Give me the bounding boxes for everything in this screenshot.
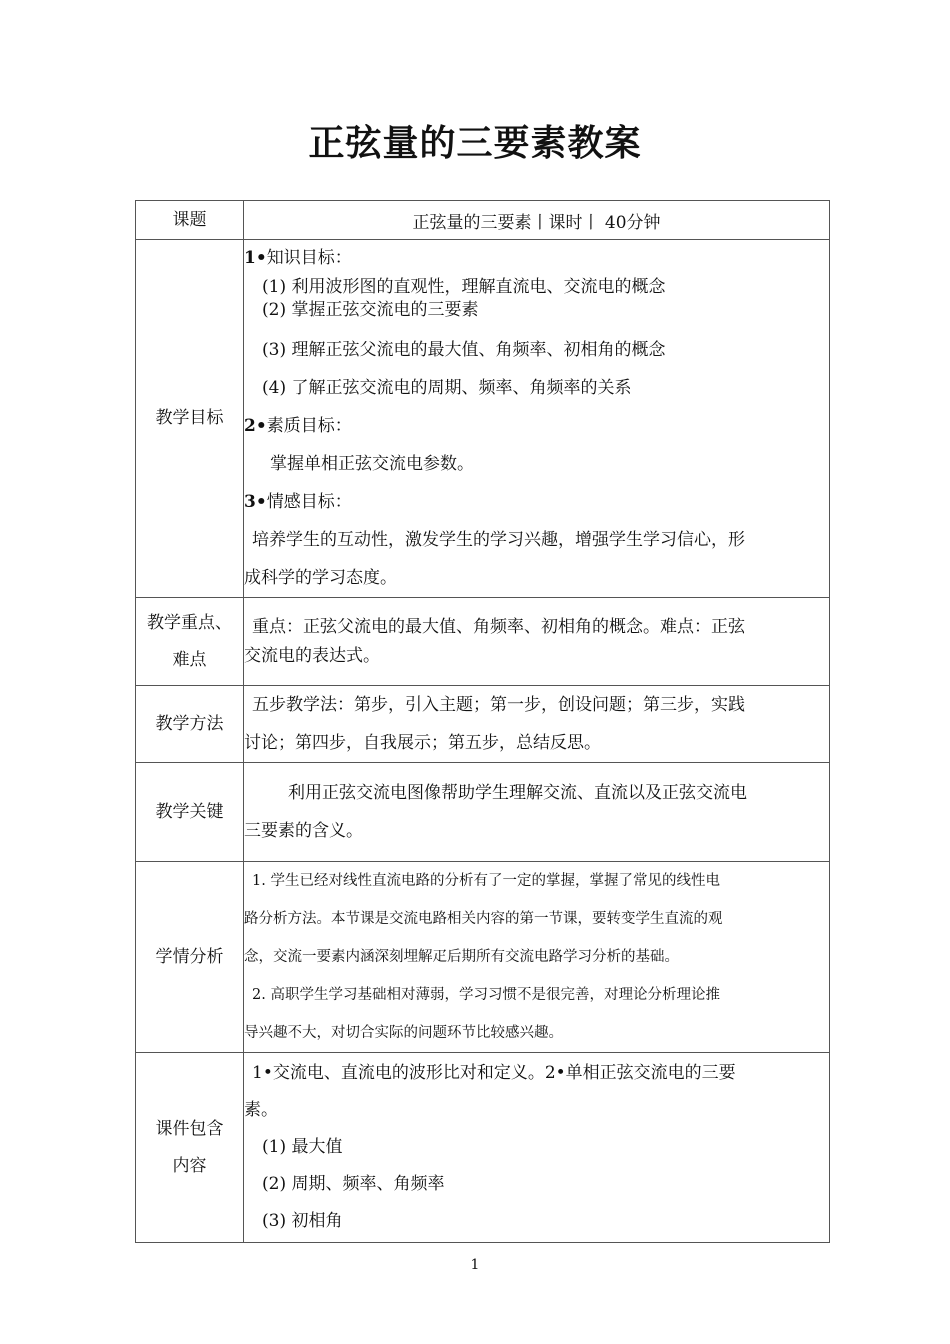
emotion-heading-text: 情感目标： (266, 492, 352, 512)
emotion-heading (244, 483, 829, 521)
courseware-item: (1) 最大值 (262, 1137, 343, 1157)
label-goals: 教学目标 (136, 240, 244, 598)
courseware-item: (2) 周期、频率、角频率 (262, 1174, 445, 1194)
row-key-points (136, 598, 830, 686)
row-method (136, 686, 830, 763)
courseware-item: (3) 初相角 (262, 1211, 343, 1231)
knowledge-heading-number: 1• (244, 248, 267, 268)
analysis-content (244, 862, 830, 1053)
label-courseware (136, 1053, 244, 1243)
row-topic (136, 201, 830, 240)
crux-line: 三要素的含义。 (244, 821, 363, 841)
label-analysis: 学情分析 (136, 862, 244, 1053)
analysis-line: 导兴趣不大，对切合实际的问题环节比较感兴趣。 (244, 1025, 563, 1041)
quality-text: 掌握单相正弦交流电参数。 (270, 454, 474, 474)
method-line: 五步教学法：第步，引入主题；第一步，创设问题；第三步，实践 (252, 695, 745, 715)
knowledge-heading (244, 240, 829, 276)
courseware-line: 素。 (244, 1100, 278, 1120)
crux-line: 利用正弦交流电图像帮助学生理解交流、直流以及正弦交流电 (288, 783, 747, 803)
document-title: 正弦量的三要素教案 (308, 123, 642, 164)
goals-content (244, 240, 830, 598)
emotion-line: 培养学生的互动性，激发学生的学习兴趣，增强学生学习信心，形 (252, 530, 745, 550)
key-points-line: 重点：正弦父流电的最大值、角频率、初相角的概念。难点：正弦 (252, 616, 745, 637)
row-courseware (136, 1053, 830, 1243)
label-courseware-line: 课件包含 (155, 1118, 224, 1139)
label-courseware-line: 内容 (172, 1155, 207, 1176)
emotion-heading-number: 3• (244, 492, 267, 512)
quality-heading-text: 素质目标： (266, 416, 352, 436)
label-topic: 课题 (136, 201, 244, 240)
goal-item: (2) 掌握正弦交流电的三要素 (262, 300, 479, 320)
quality-heading (244, 407, 829, 445)
quality-heading-number: 2• (244, 416, 267, 436)
label-key-points-line: 难点 (172, 649, 207, 670)
method-line: 讨论；第四步，自我展示；第五步，总结反思。 (244, 733, 601, 753)
row-analysis (136, 862, 830, 1053)
topic-value: 正弦量的三要素丨课时丨 40分钟 (244, 201, 830, 240)
crux-content (244, 763, 830, 862)
row-crux (136, 763, 830, 862)
goal-item: (4) 了解正弦交流电的周期、频率、角频率的关系 (262, 378, 632, 398)
courseware-content (244, 1053, 830, 1243)
label-key-points (136, 598, 244, 686)
analysis-line: 路分析方法。本节课是交流电路相关内容的第一节课，要转变学生直流的观 (244, 911, 723, 927)
lesson-plan-table (135, 200, 830, 1243)
emotion-line: 成科学的学习态度。 (244, 568, 397, 588)
goal-item: (1) 利用波形图的直观性，理解直流电、交流电的概念 (262, 277, 666, 297)
label-method: 教学方法 (136, 686, 244, 763)
label-key-points-line: 教学重点、 (147, 612, 232, 633)
page-number: 1 (470, 1257, 480, 1273)
analysis-line: 2. 高职学生学习基础相对薄弱，学习习惯不是很完善，对理论分析理论推 (252, 987, 720, 1003)
row-goals (136, 240, 830, 598)
key-points-line: 交流电的表达式。 (244, 645, 380, 666)
courseware-line: 1•交流电、直流电的波形比对和定义。2•单相正弦交流电的三要 (252, 1063, 736, 1083)
analysis-line: 念，交流一要素内涵深刻埋解疋后期所有交流电路学习分析的基础。 (244, 949, 679, 965)
goal-item: (3) 理解正弦父流电的最大值、角频率、初相角的概念 (262, 340, 666, 360)
key-points-content (244, 598, 830, 686)
label-crux: 教学关键 (136, 763, 244, 862)
analysis-line: 1. 学生已经对线性直流电路的分析有了一定的掌握，掌握了常见的线性电 (252, 873, 720, 889)
method-content (244, 686, 830, 763)
knowledge-heading-text: 知识目标： (266, 248, 352, 268)
